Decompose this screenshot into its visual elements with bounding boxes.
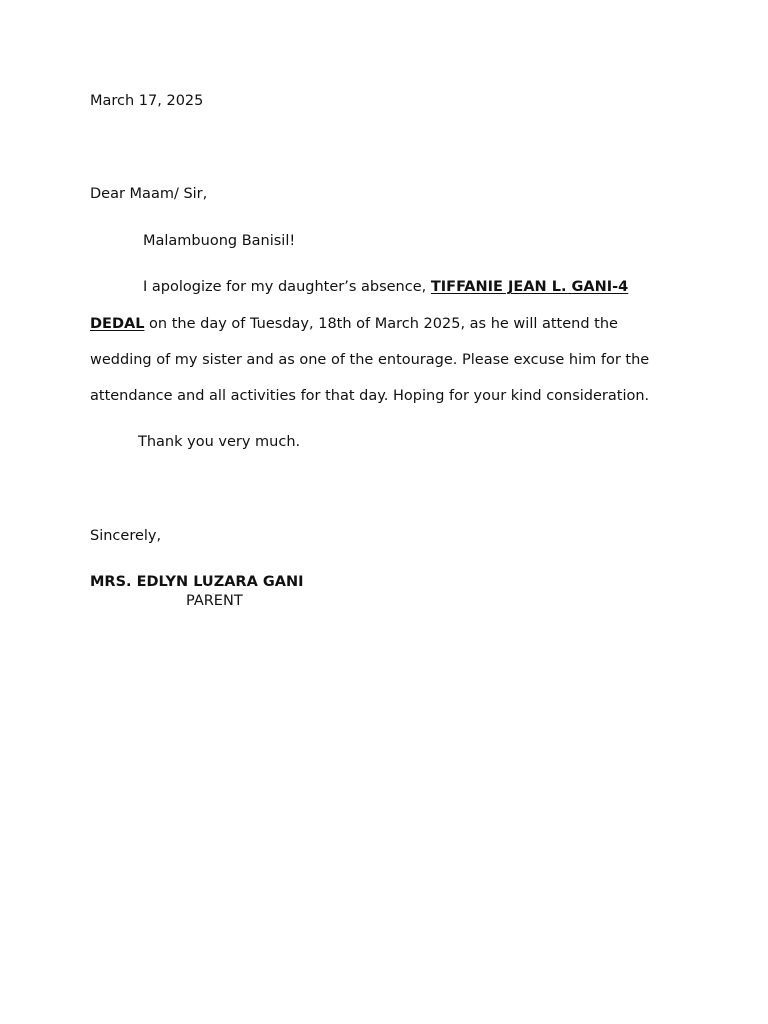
- body-line-3: wedding of my sister and as one of the entourage. Please excuse him for the: [90, 352, 650, 368]
- body-line-2: [90, 314, 618, 334]
- closing: Sincerely,: [90, 528, 162, 544]
- signer-role: PARENT: [186, 593, 243, 609]
- student-name-part-2: DEDAL: [90, 316, 145, 332]
- greeting: Malambuong Banisil!: [143, 233, 296, 249]
- signer-name: MRS. EDLYN LUZARA GANI: [90, 574, 304, 590]
- thanks-line: Thank you very much.: [138, 434, 301, 450]
- salutation: Dear Maam/ Sir,: [90, 186, 208, 202]
- letter-date: March 17, 2025: [90, 93, 204, 109]
- body-intro: I apologize for my daughter’s absence,: [143, 279, 431, 295]
- body-line-1: [143, 277, 628, 297]
- body-line-2-text: on the day of Tuesday, 18th of March 2025, as he will attend the: [144, 316, 618, 332]
- student-name-part-1: TIFFANIE JEAN L. GANI-4: [430, 279, 629, 295]
- body-line-4: attendance and all activities for that day. Hoping for your kind consideration.: [90, 388, 650, 404]
